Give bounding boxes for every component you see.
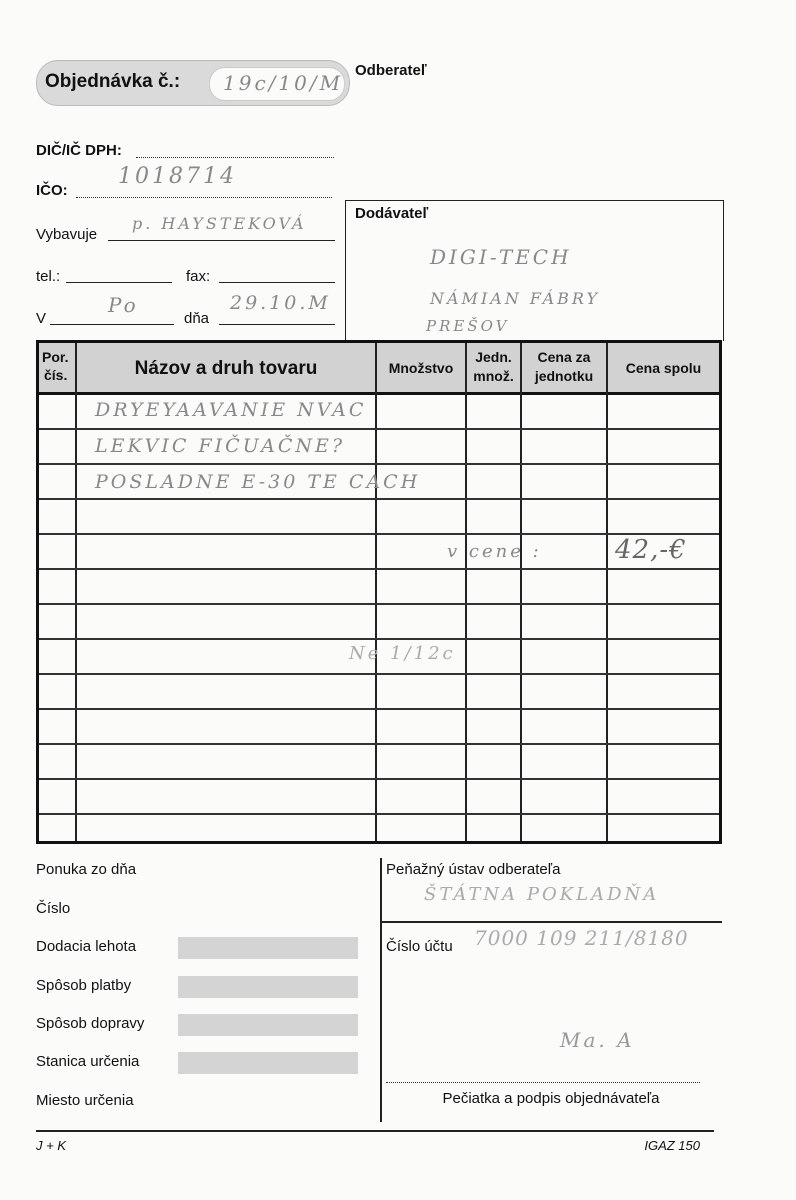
left-code: J + K	[36, 1138, 66, 1153]
tel-field	[66, 266, 172, 283]
signature: Ma. A	[560, 1028, 635, 1052]
row-divider	[39, 463, 719, 465]
row-divider	[39, 568, 719, 570]
header-spolu: Cena spolu	[625, 360, 702, 376]
supplier-line-1: DIGI-TECH	[430, 245, 572, 269]
account-value: 7000 109 211/8180	[474, 926, 689, 950]
bank-label: Peňažný ústav odberateľa	[386, 861, 561, 878]
stamp-label: Pečiatka a podpis objednávateľa	[442, 1090, 660, 1107]
col-divider	[465, 343, 467, 841]
fax-label: fax:	[186, 268, 211, 285]
dna-value: 29.10.M	[230, 292, 331, 314]
header-jedn-1: Jedn.	[475, 349, 512, 365]
price-value: 42,-€	[615, 535, 687, 565]
col-divider	[606, 343, 608, 841]
ponuka-label: Ponuka zo dňa	[36, 861, 137, 878]
bank-value: ŠTÁTNA POKLADŇA	[424, 884, 660, 905]
item-line-1: DRYEYAAVANIE NVAC	[95, 399, 367, 421]
stanica-urcenia-field	[178, 1052, 358, 1074]
sposob-platby-label: Spôsob platby	[36, 977, 132, 994]
order-label: Objednávka č.:	[45, 71, 181, 92]
row-divider	[39, 603, 719, 605]
ico-label: IČO:	[36, 182, 68, 199]
row-divider	[39, 498, 719, 500]
col-divider	[75, 343, 77, 841]
ico-value: 1018714	[118, 164, 237, 189]
vybavuje-label: Vybavuje	[36, 226, 98, 243]
header-mnozstvo: Množstvo	[388, 360, 454, 376]
miesto-urcenia-label: Miesto určenia	[36, 1092, 134, 1109]
row-divider	[39, 708, 719, 710]
header-jedn-2: množ.	[473, 368, 514, 384]
right-code: IGAZ 150	[644, 1138, 700, 1153]
item-line-3: POSLADNE E-30 TE CACH	[95, 471, 421, 493]
price-note: v cene :	[447, 541, 542, 562]
v-value: Po	[108, 293, 139, 317]
account-label: Číslo účtu	[386, 938, 453, 955]
buyer-label: Odberateľ	[355, 62, 427, 79]
sposob-platby-field	[178, 976, 358, 998]
faint-note: Ne 1/12c	[349, 643, 456, 664]
row-divider	[39, 673, 719, 675]
order-number-value: 19c/10/M	[223, 71, 344, 95]
row-divider	[39, 813, 719, 815]
tel-label: tel.:	[36, 268, 61, 285]
supplier-box	[345, 200, 724, 341]
fax-field	[219, 266, 335, 283]
dna-label: dňa	[184, 310, 210, 327]
row-divider	[39, 778, 719, 780]
header-cena-2: jednotku	[534, 368, 594, 384]
footer-divider	[380, 858, 382, 1122]
row-divider	[39, 428, 719, 430]
stanica-urcenia-label: Stanica určenia	[36, 1053, 140, 1070]
item-line-2: LEKVIC FIČUAČNE?	[95, 435, 346, 457]
dic-label: DIČ/IČ DPH:	[36, 142, 122, 159]
col-divider	[520, 343, 522, 841]
items-table	[36, 340, 722, 844]
col-divider	[375, 343, 377, 841]
dodacia-lehota-field	[178, 937, 358, 959]
supplier-label: Dodávateľ	[355, 205, 429, 222]
sposob-dopravy-field	[178, 1014, 358, 1036]
vybavuje-value: p. HAYSTEKOVÁ	[132, 214, 307, 233]
bottom-rule	[36, 1130, 714, 1132]
supplier-line-2: NÁMIAN FÁBRY	[430, 289, 601, 308]
row-divider	[39, 638, 719, 640]
supplier-line-3: PREŠOV	[426, 317, 510, 335]
dodacia-lehota-label: Dodacia lehota	[36, 938, 137, 955]
signature-line	[386, 1070, 700, 1083]
row-divider	[39, 743, 719, 745]
bank-divider	[380, 921, 722, 923]
header-cena-1: Cena za	[537, 349, 591, 365]
dic-field	[136, 142, 334, 158]
header-nazov: Názov a druh tovaru	[134, 358, 318, 379]
header-cis: čís.	[44, 367, 68, 383]
order-number-pill	[36, 60, 350, 106]
cislo-label: Číslo	[36, 900, 71, 917]
v-label: V	[36, 310, 47, 327]
header-por: Por.	[42, 349, 69, 365]
sposob-dopravy-label: Spôsob dopravy	[36, 1015, 145, 1032]
